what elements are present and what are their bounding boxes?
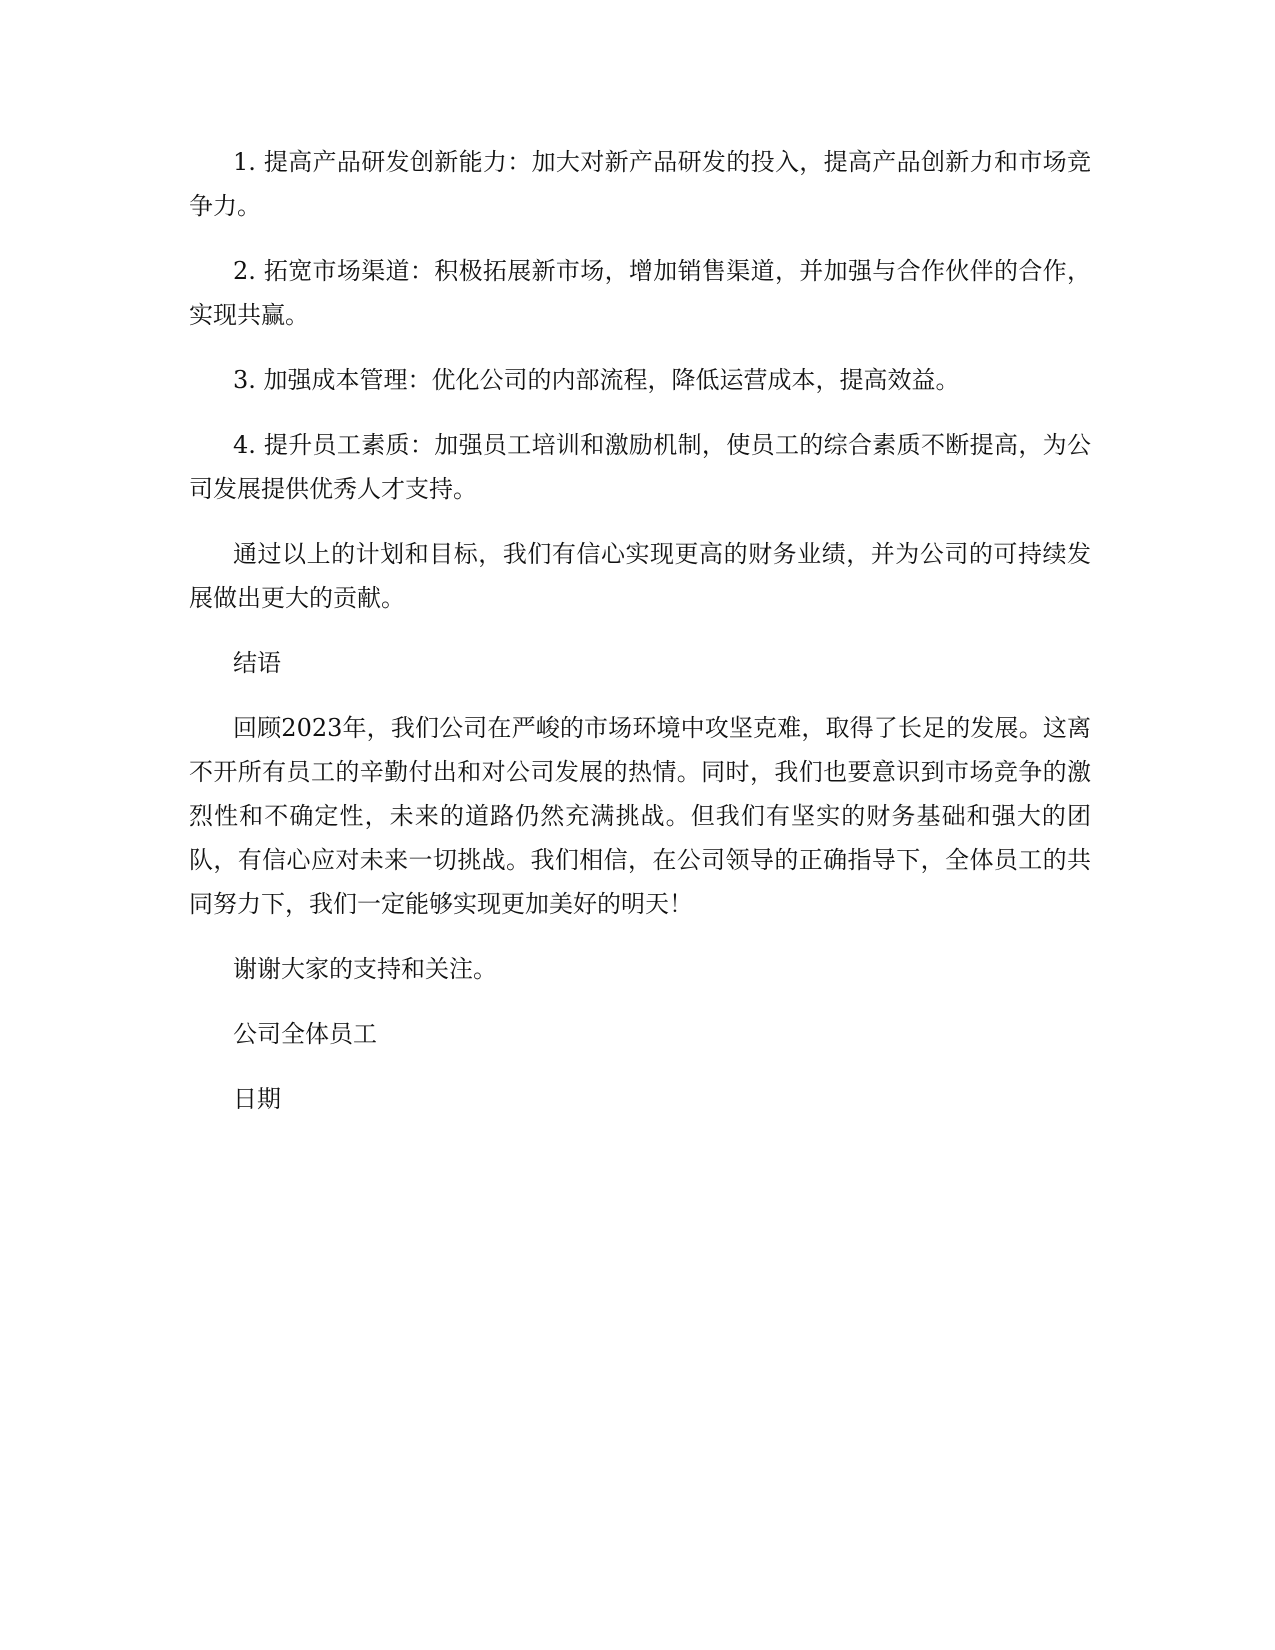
date-line: 日期 [233,1085,281,1113]
document-body [189,140,1091,1142]
plan-summary-paragraph: 通过以上的计划和目标，我们有信心实现更高的财务业绩，并为公司的可持续发展做出更大的贡献。 [189,540,1091,612]
signature-line: 公司全体员工 [233,1020,377,1048]
thanks-line: 谢谢大家的支持和关注。 [233,955,497,983]
plan-item-1: 1. 提高产品研发创新能力：加大对新产品研发的投入，提高产品创新力和市场竞争力。 [189,148,1091,220]
plan-item-3: 3. 加强成本管理：优化公司的内部流程，降低运营成本，提高效益。 [233,366,960,394]
conclusion-heading: 结语 [233,649,281,677]
conclusion-paragraph: 回顾2023年，我们公司在严峻的市场环境中攻坚克难，取得了长足的发展。这离不开所有员工的辛勤付出和对公司发展的热情。同时，我们也要意识到市场竞争的激烈性和不确定性，未来的道路仍然充满挑战。但我们有坚实的财务基础和强大的团队，有信心应对未来一切挑战。我们相信，在公司领导的正确指导下，全体员工的共同努力下，我们一定能够实现更加美好的明天！ [189,714,1091,918]
plan-item-2: 2. 拓宽市场渠道：积极拓展新市场，增加销售渠道，并加强与合作伙伴的合作，实现共赢。 [189,257,1091,329]
plan-item-4: 4. 提升员工素质：加强员工培训和激励机制，使员工的综合素质不断提高，为公司发展提供优秀人才支持。 [189,431,1091,503]
